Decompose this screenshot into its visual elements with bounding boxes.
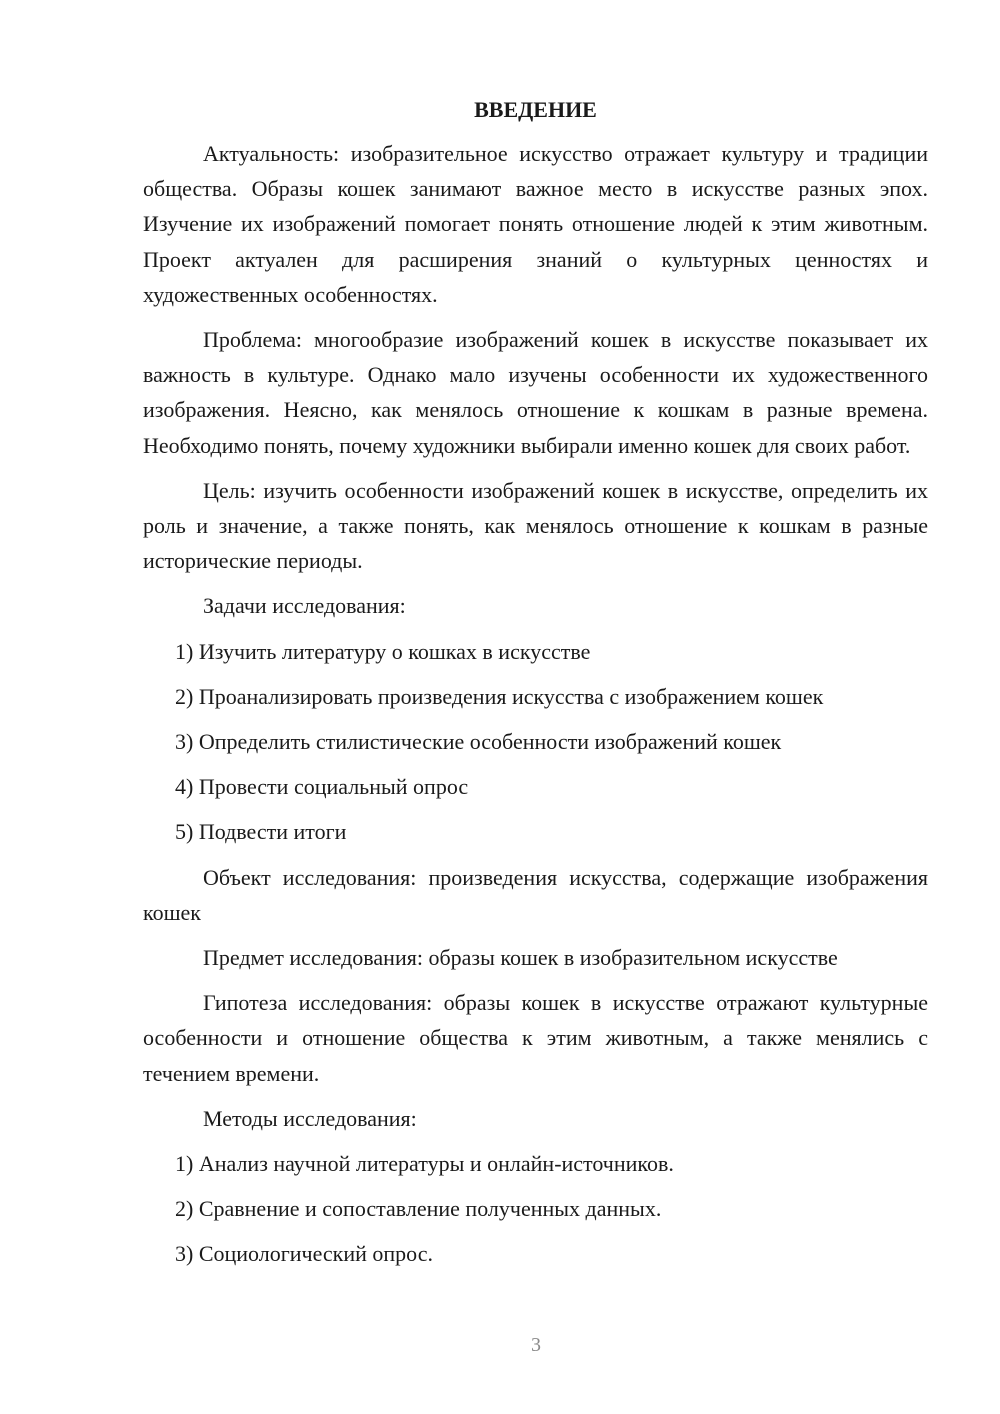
problem-paragraph: Проблема: многообразие изображений кошек в искусстве показывает их важность в культуре. Однако мало изучены особенности их художественного изображения. Неясно, как менялось отношение к кошкам в разные времена. Необходимо понять, почему художники выбирали именно кошек для своих работ. bbox=[143, 327, 928, 458]
tasks-list bbox=[143, 634, 928, 850]
methods-list bbox=[143, 1146, 928, 1272]
task-item: 1) Изучить литературу о кошках в искусстве bbox=[175, 638, 591, 664]
task-item: 4) Провести социальный опрос bbox=[175, 774, 469, 800]
hypothesis-paragraph: Гипотеза исследования: образы кошек в искусстве отражают культурные особенности и отношение общества к этим животным, а также менялись с течением времени. bbox=[143, 990, 928, 1086]
subject-paragraph: Предмет исследования: образы кошек в изобразительном искусстве bbox=[203, 945, 838, 971]
document-body bbox=[143, 94, 928, 1282]
task-item: 2) Проанализировать произведения искусства с изображением кошек bbox=[175, 683, 824, 709]
object-paragraph: Объект исследования: произведения искусства, содержащие изображения кошек bbox=[143, 864, 928, 925]
section-title: ВВЕДЕНИЕ bbox=[474, 97, 597, 122]
relevance-paragraph: Актуальность: изобразительное искусство отражает культуру и традиции общества. Образы кошек занимают важное место в искусстве разных эпох. Изучение их изображений помогает понять отношение людей к этим животным. Проект актуален для расширения знаний о культурных ценностях и художественных особенностях. bbox=[143, 141, 928, 307]
method-item: 3) Социологический опрос. bbox=[175, 1241, 433, 1267]
method-item: 2) Сравнение и сопоставление полученных данных. bbox=[175, 1196, 662, 1222]
task-item: 3) Определить стилистические особенности изображений кошек bbox=[175, 729, 782, 755]
goal-paragraph: Цель: изучить особенности изображений кошек в искусстве, определить их роль и значение, а также понять, как менялось отношение к кошкам в разные исторические периоды. bbox=[143, 477, 928, 574]
task-item: 5) Подвести итоги bbox=[175, 819, 347, 845]
methods-heading: Методы исследования: bbox=[203, 1105, 417, 1131]
tasks-heading: Задачи исследования: bbox=[203, 593, 406, 619]
method-item: 1) Анализ научной литературы и онлайн-источников. bbox=[175, 1151, 674, 1177]
page-number: 3 bbox=[531, 1334, 541, 1356]
